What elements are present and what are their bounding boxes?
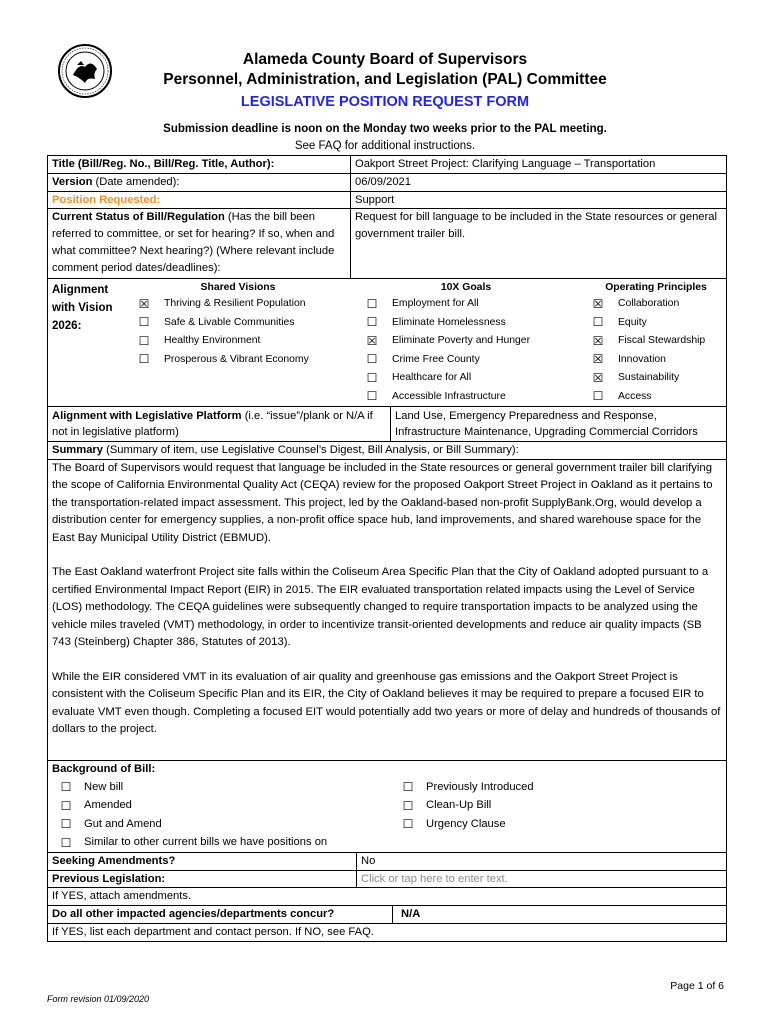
summary-paragraph: While the EIR considered VMT in its evaluation of air quality and greenhouse gas emissions and the Oakport Street Project is consistent with the Coliseum Specific Plan and its EIR, the City of Oakland believes it may be required to prepare a focused EIR to evaluate VMT even though. Completing a focused EIT would potentially add two years or more of delay and hundreds of thousands of dollars to the project. [52, 670, 721, 736]
goal-item[interactable]: ☐ Employment for All [366, 296, 479, 311]
previous-row [48, 870, 726, 888]
concur-value: N/A [401, 908, 421, 921]
status-label: Current Status of Bill/Regulation [52, 211, 225, 224]
form-title: LEGISLATIVE POSITION REQUEST FORM [240, 94, 530, 110]
checkbox-icon[interactable]: ☐ [402, 817, 414, 832]
summary-label-note: (Summary of item, use Legislative Counsel’s Digest, Bill Analysis, or Bill Summary): [103, 444, 519, 457]
goal-item[interactable]: ☒ Eliminate Poverty and Hunger [366, 333, 531, 348]
platform-label: Alignment with Legislative Platform [52, 409, 242, 422]
alignment-row [48, 278, 726, 406]
checkbox-icon[interactable]: ☐ [592, 389, 604, 404]
checkbox-icon[interactable]: ☐ [60, 835, 72, 850]
summary-body[interactable] [48, 459, 726, 760]
version-value[interactable]: 06/09/2021 [350, 174, 726, 191]
version-label-note: (Date amended): [92, 175, 180, 188]
checkbox-icon[interactable]: ☐ [366, 370, 378, 385]
deadline-note: Submission deadline is noon on the Monday two weeks prior to the PAL meeting. [163, 123, 607, 135]
concur-row [48, 905, 726, 923]
checkbox-icon[interactable]: ☐ [60, 798, 72, 813]
goals-column [354, 279, 578, 406]
request-form [47, 155, 727, 942]
background-option[interactable]: ☐ Gut and Amend [60, 817, 162, 832]
goal-item[interactable]: ☐ Healthcare for All [366, 370, 472, 385]
faq-note: See FAQ for additional instructions. [294, 140, 476, 152]
shared-vision-item[interactable]: ☒ Thriving & Resilient Population [138, 296, 306, 311]
principle-item[interactable]: ☒ Innovation [592, 352, 666, 367]
title-label: Title (Bill/Reg. No., Bill/Reg. Title, Author): [52, 158, 275, 170]
title-value[interactable]: Oakport Street Project: Clarifying Language – Transportation [350, 156, 726, 173]
summary-label: Summary [52, 444, 103, 457]
list-note-row [48, 923, 726, 941]
previous-label: Previous Legislation: [52, 872, 166, 885]
background-label: Background of Bill: [52, 762, 156, 775]
previous-input[interactable]: Click or tap here to enter text. [356, 871, 726, 888]
principles-title: Operating Principles [605, 281, 707, 293]
checkbox-icon[interactable]: ☐ [592, 315, 604, 330]
summary-header-row [48, 441, 726, 459]
version-label: Version [52, 175, 93, 188]
concur-label: Do all other impacted agencies/departments concur? [52, 908, 335, 921]
shared-visions-column [122, 279, 354, 406]
checkbox-icon[interactable]: ☒ [592, 296, 604, 311]
checkbox-icon[interactable]: ☐ [366, 389, 378, 404]
summary-paragraph: The Board of Supervisors would request that language be included in the State resources or general government trailer bill clarifying the scope of California Environmental Quality Act (CEQA) review for the proposed Oakport Street Project in Oakland as it pertains to the transportation-related impact assessment. This project, led by the Oakland-based non-profit SupplyBank.Org, would develop a distribution center for emergency supplies, a non-profit office space hub, land improvements, and shared warehouse space for the East Bay Municipal Utility District (EBMUD). [52, 461, 713, 544]
status-value[interactable]: Request for bill language to be included in the State resources or general government trailer bill. [350, 209, 726, 277]
checkbox-icon[interactable]: ☐ [366, 352, 378, 367]
checkbox-icon[interactable]: ☐ [60, 780, 72, 795]
shared-vision-item[interactable]: ☐ Safe & Livable Communities [138, 315, 295, 330]
goal-item[interactable]: ☐ Accessible Infrastructure [366, 389, 506, 404]
status-row [48, 208, 726, 277]
checkbox-icon[interactable]: ☐ [138, 315, 150, 330]
principles-column [578, 279, 726, 406]
checkbox-icon[interactable]: ☐ [138, 352, 150, 367]
checkbox-icon[interactable]: ☒ [138, 296, 150, 311]
title-row [48, 156, 726, 173]
attach-note-row [48, 887, 726, 905]
background-option[interactable]: ☐ Clean-Up Bill [402, 798, 492, 813]
goal-item[interactable]: ☐ Crime Free County [366, 352, 480, 367]
checkbox-icon[interactable]: ☐ [402, 780, 414, 795]
amendments-value[interactable]: No [356, 853, 726, 870]
background-option[interactable]: ☐ Urgency Clause [402, 817, 506, 832]
platform-value[interactable]: Land Use, Emergency Preparedness and Response, Infrastructure Maintenance, Upgrading Commercial Corridors [390, 407, 726, 442]
version-row [48, 173, 726, 191]
shared-vision-item[interactable]: ☐ Healthy Environment [138, 333, 261, 348]
checkbox-icon[interactable]: ☒ [592, 333, 604, 348]
background-options [48, 778, 726, 852]
background-option[interactable]: ☐ New bill [60, 780, 124, 795]
checkbox-icon[interactable]: ☐ [138, 333, 150, 348]
shared-visions-title: Shared Visions [200, 281, 276, 293]
checkbox-icon[interactable]: ☒ [592, 352, 604, 367]
checkbox-icon[interactable]: ☒ [366, 333, 378, 348]
principle-item[interactable]: ☒ Fiscal Stewardship [592, 333, 706, 348]
amendments-label: Seeking Amendments? [52, 854, 176, 867]
checkbox-icon[interactable]: ☐ [402, 798, 414, 813]
alignment-label: Alignment with Vision 2026: [52, 283, 113, 332]
form-revision: Form revision 01/09/2020 [47, 994, 150, 1004]
position-label: Position Requested: [52, 193, 161, 206]
checkbox-icon[interactable]: ☐ [366, 296, 378, 311]
page-number: Page 1 of 6 [670, 980, 724, 992]
summary-paragraph: The East Oakland waterfront Project site falls within the Coliseum Area Specific Plan that the City of Oakland adopted pursuant to a certified Environmental Impact Report (EIR) in 2015. The EIR evaluated transportation related impacts using the Level of Service (LOS) methodology. The CEQA guidelines were subsequently changed to require transportation impacts to be analyzed using the vehicle miles traveled (VMT) methodology, in order to incentivize transit-oriented developments and reduce air quality impacts (SB 743 (Steinberg) Chapter 386, Statutes of 2013). [52, 566, 709, 649]
principle-item[interactable]: ☐ Equity [592, 315, 647, 330]
shared-vision-item[interactable]: ☐ Prosperous & Vibrant Economy [138, 352, 309, 367]
background-option[interactable]: ☐ Similar to other current bills we have positions on [60, 835, 328, 850]
checkbox-icon[interactable]: ☐ [366, 315, 378, 330]
attach-note: If YES, attach amendments. [52, 890, 192, 903]
amendments-row [48, 852, 726, 870]
header-committee: Personnel, Administration, and Legislation (PAL) Committee [163, 71, 607, 88]
background-row [48, 760, 726, 852]
platform-label-note: (i.e. “issue”/plank or N/A if not in legislative platform) [52, 409, 373, 439]
principle-item[interactable]: ☐ Access [592, 389, 652, 404]
principle-item[interactable]: ☒ Sustainability [592, 370, 680, 385]
position-row [48, 191, 726, 209]
list-note: If YES, list each department and contact person. If NO, see FAQ. [52, 925, 374, 938]
platform-row [48, 406, 726, 442]
goal-item[interactable]: ☐ Eliminate Homelessness [366, 315, 506, 330]
header-title: Alameda County Board of Supervisors [242, 51, 528, 68]
background-option[interactable]: ☐ Amended [60, 798, 132, 813]
principle-item[interactable]: ☒ Collaboration [592, 296, 680, 311]
position-value[interactable]: Support [350, 192, 726, 209]
checkbox-icon[interactable]: ☐ [60, 817, 72, 832]
checkbox-icon[interactable]: ☒ [592, 370, 604, 385]
background-option[interactable]: ☐ Previously Introduced [402, 780, 534, 795]
status-label-note: (Has the bill been referred to committee, or set for hearing? If so, when and what committee? Next hearing?) (Where relevant include comment period dates/deadlines): [52, 211, 335, 274]
goals-title: 10X Goals [440, 281, 492, 293]
